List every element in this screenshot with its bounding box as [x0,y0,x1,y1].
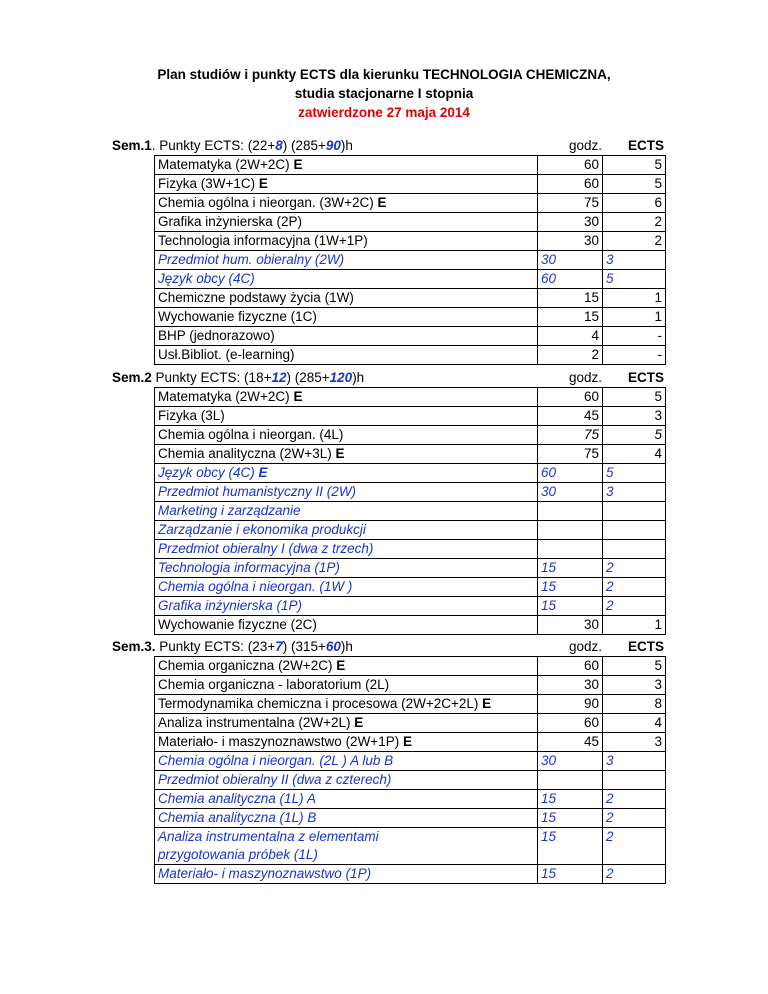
table-row: Analiza instrumentalna (2W+2L) E 60 4 [155,714,666,733]
table-row-elective: Przedmiot hum. obieralny (2W) 30 3 [155,251,666,270]
table-row-elective: Technologia informacyjna (1P) 15 2 [155,559,666,578]
table-row-elective: Chemia analityczna (1L) B 15 2 [155,809,666,828]
table-row-elective: Grafika inżynierska (1P) 15 2 [155,597,666,616]
sem1-heading: Sem.1. Punkty ECTS: (22+8) (285+90)h [112,138,353,153]
sem3-table [154,656,666,884]
table-row: Matematyka (2W+2C) E 60 5 [155,156,666,175]
sem3-hours-header: godz. [568,639,602,654]
table-row-elective: Przedmiot obieralny I (dwa z trzech) [155,540,666,559]
table-row: Materiało- i maszynoznawstwo (2W+1P) E 45 3 [155,733,666,752]
table-row-elective: Przedmiot humanistyczny II (2W) 30 3 [155,483,666,502]
table-row: Fizyka (3W+1C) E 60 5 [155,175,666,194]
table-row: Chemia organiczna - laboratorium (2L) 30 3 [155,676,666,695]
table-row: Chemiczne podstawy życia (1W) 15 1 [155,289,666,308]
table-row: Fizyka (3L) 45 3 [155,407,666,426]
title-line-2: studia stacjonarne I stopnia [294,86,474,101]
table-row: Technologia informacyjna (1W+1P) 30 2 [155,232,666,251]
table-row-elective: Chemia ogólna i nieorgan. (1W ) 15 2 [155,578,666,597]
table-row: Wychowanie fizyczne (1C) 15 1 [155,308,666,327]
table-row-elective: Chemia analityczna (1L) A 15 2 [155,790,666,809]
table-row: Usł.Bibliot. (e-learning) 2 - [155,346,666,365]
sem1-table [154,155,666,365]
title-line-1: Plan studiów i punkty ECTS dla kierunku TECHNOLOGIA CHEMICZNA, [157,67,611,82]
table-row-elective: Język obcy (4C) 60 5 [155,270,666,289]
sem1-ects-header: ECTS [627,138,664,153]
document-title [0,65,768,122]
table-row-elective: Przedmiot obieralny II (dwa z czterech) [155,771,666,790]
table-row: Chemia ogólna i nieorgan. (3W+2C) E 75 6 [155,194,666,213]
sem1-hours-header: godz. [568,138,602,153]
sem2-heading: Sem.2 Punkty ECTS: (18+12) (285+120)h [112,370,365,385]
title-line-3-date: zatwierdzone 27 maja 2014 [298,105,470,120]
table-row: Matematyka (2W+2C) E 60 5 [155,388,666,407]
sem3-ects-header: ECTS [627,639,664,654]
table-row: BHP (jednorazowo) 4 - [155,327,666,346]
table-row-elective: Język obcy (4C) E 60 5 [155,464,666,483]
table-row-elective: Analiza instrumentalna z elementami przygotowania próbek (1L) 15 2 [155,828,666,865]
sem3-heading: Sem.3. Punkty ECTS: (23+7) (315+60)h [112,639,353,654]
sem2-ects-header: ECTS [627,370,664,385]
table-row: Wychowanie fizyczne (2C) 30 1 [155,616,666,635]
table-row-elective: Chemia ogólna i nieorgan. (2L ) A lub B 30 3 [155,752,666,771]
table-row: Chemia analityczna (2W+3L) E 75 4 [155,445,666,464]
sem2-hours-header: godz. [568,370,602,385]
table-row-elective: Zarządzanie i ekonomika produkcji [155,521,666,540]
table-row: Chemia organiczna (2W+2C) E 60 5 [155,657,666,676]
table-row: Termodynamika chemiczna i procesowa (2W+2C+2L) E 90 8 [155,695,666,714]
table-row-elective: Marketing i zarządzanie [155,502,666,521]
table-row: Grafika inżynierska (2P) 30 2 [155,213,666,232]
table-row: Chemia ogólna i nieorgan. (4L) 75 5 [155,426,666,445]
table-row-elective: Materiało- i maszynoznawstwo (1P) 15 2 [155,865,666,884]
sem2-table [154,387,666,635]
